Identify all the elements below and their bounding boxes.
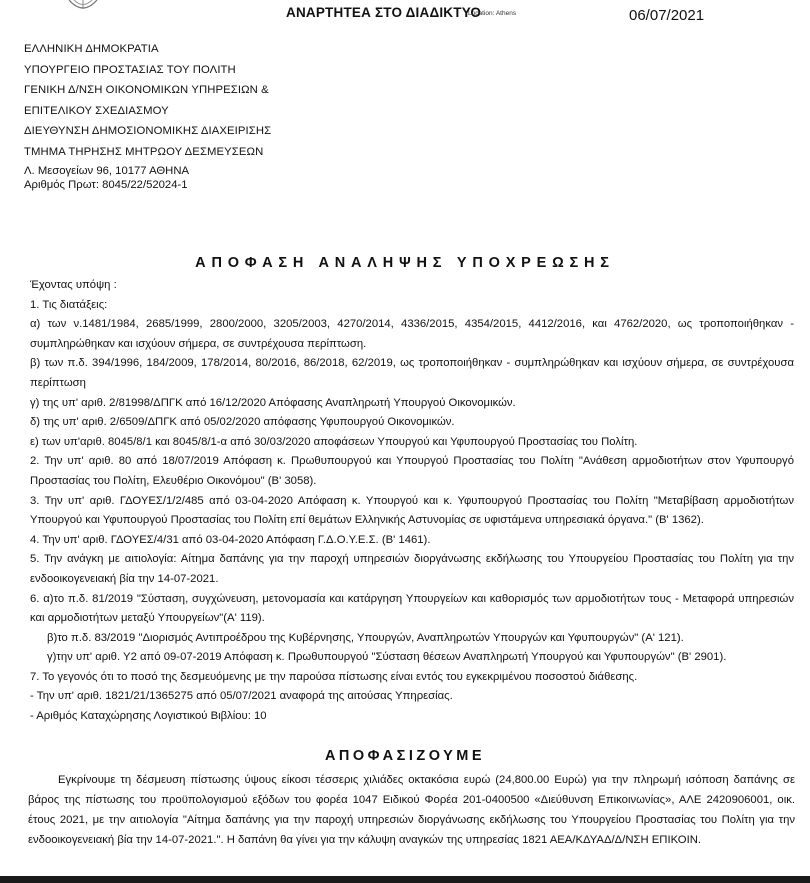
decision-text: Εγκρίνουμε τη δέσμευση πίστωσης ύψους είκοσι τέσσερις χιλιάδες οκτακόσια ευρώ (24,800.00 Ευρώ) για την πληρωμή ισόποση δαπάνης σε βάρος της πίστωσης του προϋπολογισμού εξόδων του φορέα 1047 Ειδικού Φορέα 201-0400500 «Διεύθυνση Επικοινωνίας», ΑΛΕ 2420906001, οικ. έτους 2021, με την αιτιολογία "Αίτημα δαπάνης για την παροχή υπηρεσιών διοργάνωσης εκδήλωσης του Υπουργείου Προστασίας του Πολίτη για την ενδοοικογενειακή βία την 14-07-2021.". Η δαπάνη θα γίνει για την κάλυψη αναγκών της υπηρεσίας 1821 ΑΕΑ/ΚΔΥΑΔ/Δ/ΝΣΗ ΕΠΙΚΟΙΝ. <box>28 774 795 846</box>
header-line: ΤΜΗΜΑ ΤΗΡΗΣΗΣ ΜΗΤΡΩΟΥ ΔΕΣΜΕΥΣΕΩΝ <box>24 145 264 158</box>
body-paragraph: Έχοντας υπόψη : <box>30 279 117 291</box>
header-line: ΓΕΝΙΚΗ Δ/ΝΣΗ ΟΙΚΟΝΟΜΙΚΩΝ ΥΠΗΡΕΣΙΩΝ & <box>24 84 269 97</box>
address-line: Λ. Μεσογείων 96, 10177 ΑΘΗΝΑ <box>24 165 190 177</box>
body-paragraph: 3. Την υπ' αριθ. ΓΔΟΥΕΣ/1/2/485 από 03-04-2020 Απόφαση κ. Υπουργού και κ. Υφυπουργού Προστασίας του Πολίτη "Μεταβίβαση αρμοδιοτήτων Υπουργού και Υφυπουργού Προστασίας του Πολίτη επί θεμάτων Ελληνικής Αστυνομίας σε υφιστάμενα υπηρεσιακά όργανα." (Β' 1362). <box>30 494 794 527</box>
body-paragraph: ε) των υπ'αριθ. 8045/8/1 και 8045/8/1-α από 30/03/2020 αποφάσεων Υπουργού και Υφυπουργού Προστασίας του Πολίτη. <box>30 435 638 448</box>
document-date: 06/07/2021 <box>629 7 705 24</box>
body-paragraph: 5. Την ανάγκη με αιτιολογία: Αίτημα δαπάνης για την παροχή υπηρεσιών διοργάνωσης εκδήλωσης του Υπουργείου Προστασίας του Πολίτη για την ενδοοικογενειακή βία την 14-07-2021. <box>30 553 794 585</box>
body-paragraph: 7. Το γεγονός ότι το ποσό της δεσμευόμενης με την παρούσα πίστωσης είναι εντός του εγκεκριμένου ποσοστού διάθεσης. <box>30 670 638 683</box>
coat-of-arms-emblem <box>66 0 100 14</box>
address-block <box>24 165 189 192</box>
decision-title: ΑΠΟΦΑΣΗ ΑΝΑΛΗΨΗΣ ΥΠΟΧΡΕΩΣΗΣ <box>195 255 615 271</box>
body-paragraph: - Αριθμός Καταχώρησης Λογιστικού Βιβλίου: 10 <box>30 710 267 723</box>
header-line: ΔΙΕΥΘΥΝΣΗ ΔΗΜΟΣΙΟΝΟΜΙΚΗΣ ΔΙΑΧΕΙΡΙΣΗΣ <box>24 125 272 138</box>
considerations-body <box>30 276 794 727</box>
signature-stamp: Location: Athens <box>468 10 517 17</box>
protocol-number: Αριθμός Πρωτ: 8045/22/52024-1 <box>24 178 188 191</box>
body-paragraph: β) των π.δ. 394/1996, 184/2009, 178/2014, 80/2016, 86/2018, 62/2019, ως τροποποιήθηκαν - συμπληρώθηκαν και ισχύουν σήμερα, σε συντρέχουσα περίπτωση <box>30 357 794 389</box>
header-line: ΥΠΟΥΡΓΕΙΟ ΠΡΟΣΤΑΣΙΑΣ ΤΟΥ ΠΟΛΙΤΗ <box>24 63 236 76</box>
body-paragraph: 4. Την υπ' αριθ. ΓΔΟΥΕΣ/4/31 από 03-04-2020 Απόφαση Γ.Δ.Ο.Υ.Ε.Σ. (Β' 1461). <box>30 533 431 546</box>
body-paragraph: δ) της υπ' αριθ. 2/6509/ΔΠΓΚ από 05/02/2020 απόφασης Υφυπουργού Οικονομικών. <box>30 416 455 429</box>
body-paragraph: β)το π.δ. 83/2019 "Διορισμός Αντιπροέδρου της Κυβέρνησης, Υπουργών, Αναπληρωτών Υπουργών και Υφυπουργών" (Α' 121). <box>47 631 684 644</box>
body-paragraph: 2. Την υπ' αριθ. 80 από 18/07/2019 Απόφαση κ. Πρωθυπουργού και Υπουργού Προστασίας του Πολίτη "Ανάθεση αρμοδιοτήτων στον Υφυπουργό Προστασίας του Πολίτη, Ελευθέριο Οικονόμου" (Β' 3058). <box>30 455 794 487</box>
header-line: ΕΛΛΗΝΙΚΗ ΔΗΜΟΚΡΑΤΙΑ <box>24 43 159 55</box>
posting-title: ΑΝΑΡΤΗΤΕΑ ΣΤΟ ΔΙΑΔΙΚΤΥΟ <box>286 5 482 20</box>
body-paragraph: γ)την υπ' αριθ. Υ2 από 09-07-2019 Απόφαση κ. Πρωθυπουργού "Σύσταση θέσεων Αναπληρωτή Υπουργού και Υφυπουργών" (Β' 2901). <box>47 651 727 664</box>
bottom-edge-bar <box>0 876 810 883</box>
body-paragraph: γ) της υπ' αριθ. 2/81998/ΔΠΓΚ από 16/12/2020 Απόφασης Αναπληρωτή Υπουργού Οικονομικών. <box>30 396 516 409</box>
issuer-header <box>24 39 271 163</box>
decide-title: ΑΠΟΦΑΣΙΖΟΥΜΕ <box>324 748 486 764</box>
body-paragraph: α) των ν.1481/1984, 2685/1999, 2800/2000, 3205/2003, 4270/2014, 4336/2015, 4354/2015, 4412/2016, και 4762/2020, ως τροποποιήθηκαν - συμπληρώθηκαν και ισχύουν σήμερα, σε συντρέχουσα περίπτωση. <box>30 318 794 350</box>
body-paragraph: 6. α)το π.δ. 81/2019 "Σύσταση, συγχώνευση, μετονομασία και κατάργηση Υπουργείων και καθορισμός των αρμοδιοτήτων τους - Μεταφορά υπηρεσιών και αρμοδιοτήτων μεταξύ Υπουργείων"(Α' 119). <box>30 592 794 625</box>
header-line: ΕΠΙΤΕΛΙΚΟΥ ΣΧΕΔΙΑΣΜΟΥ <box>24 104 169 117</box>
body-paragraph: 1. Τις διατάξεις: <box>30 298 108 311</box>
body-paragraph: - Την υπ' αριθ. 1821/21/1365275 από 05/07/2021 αναφορά της αιτούσας Υπηρεσίας. <box>30 690 453 703</box>
